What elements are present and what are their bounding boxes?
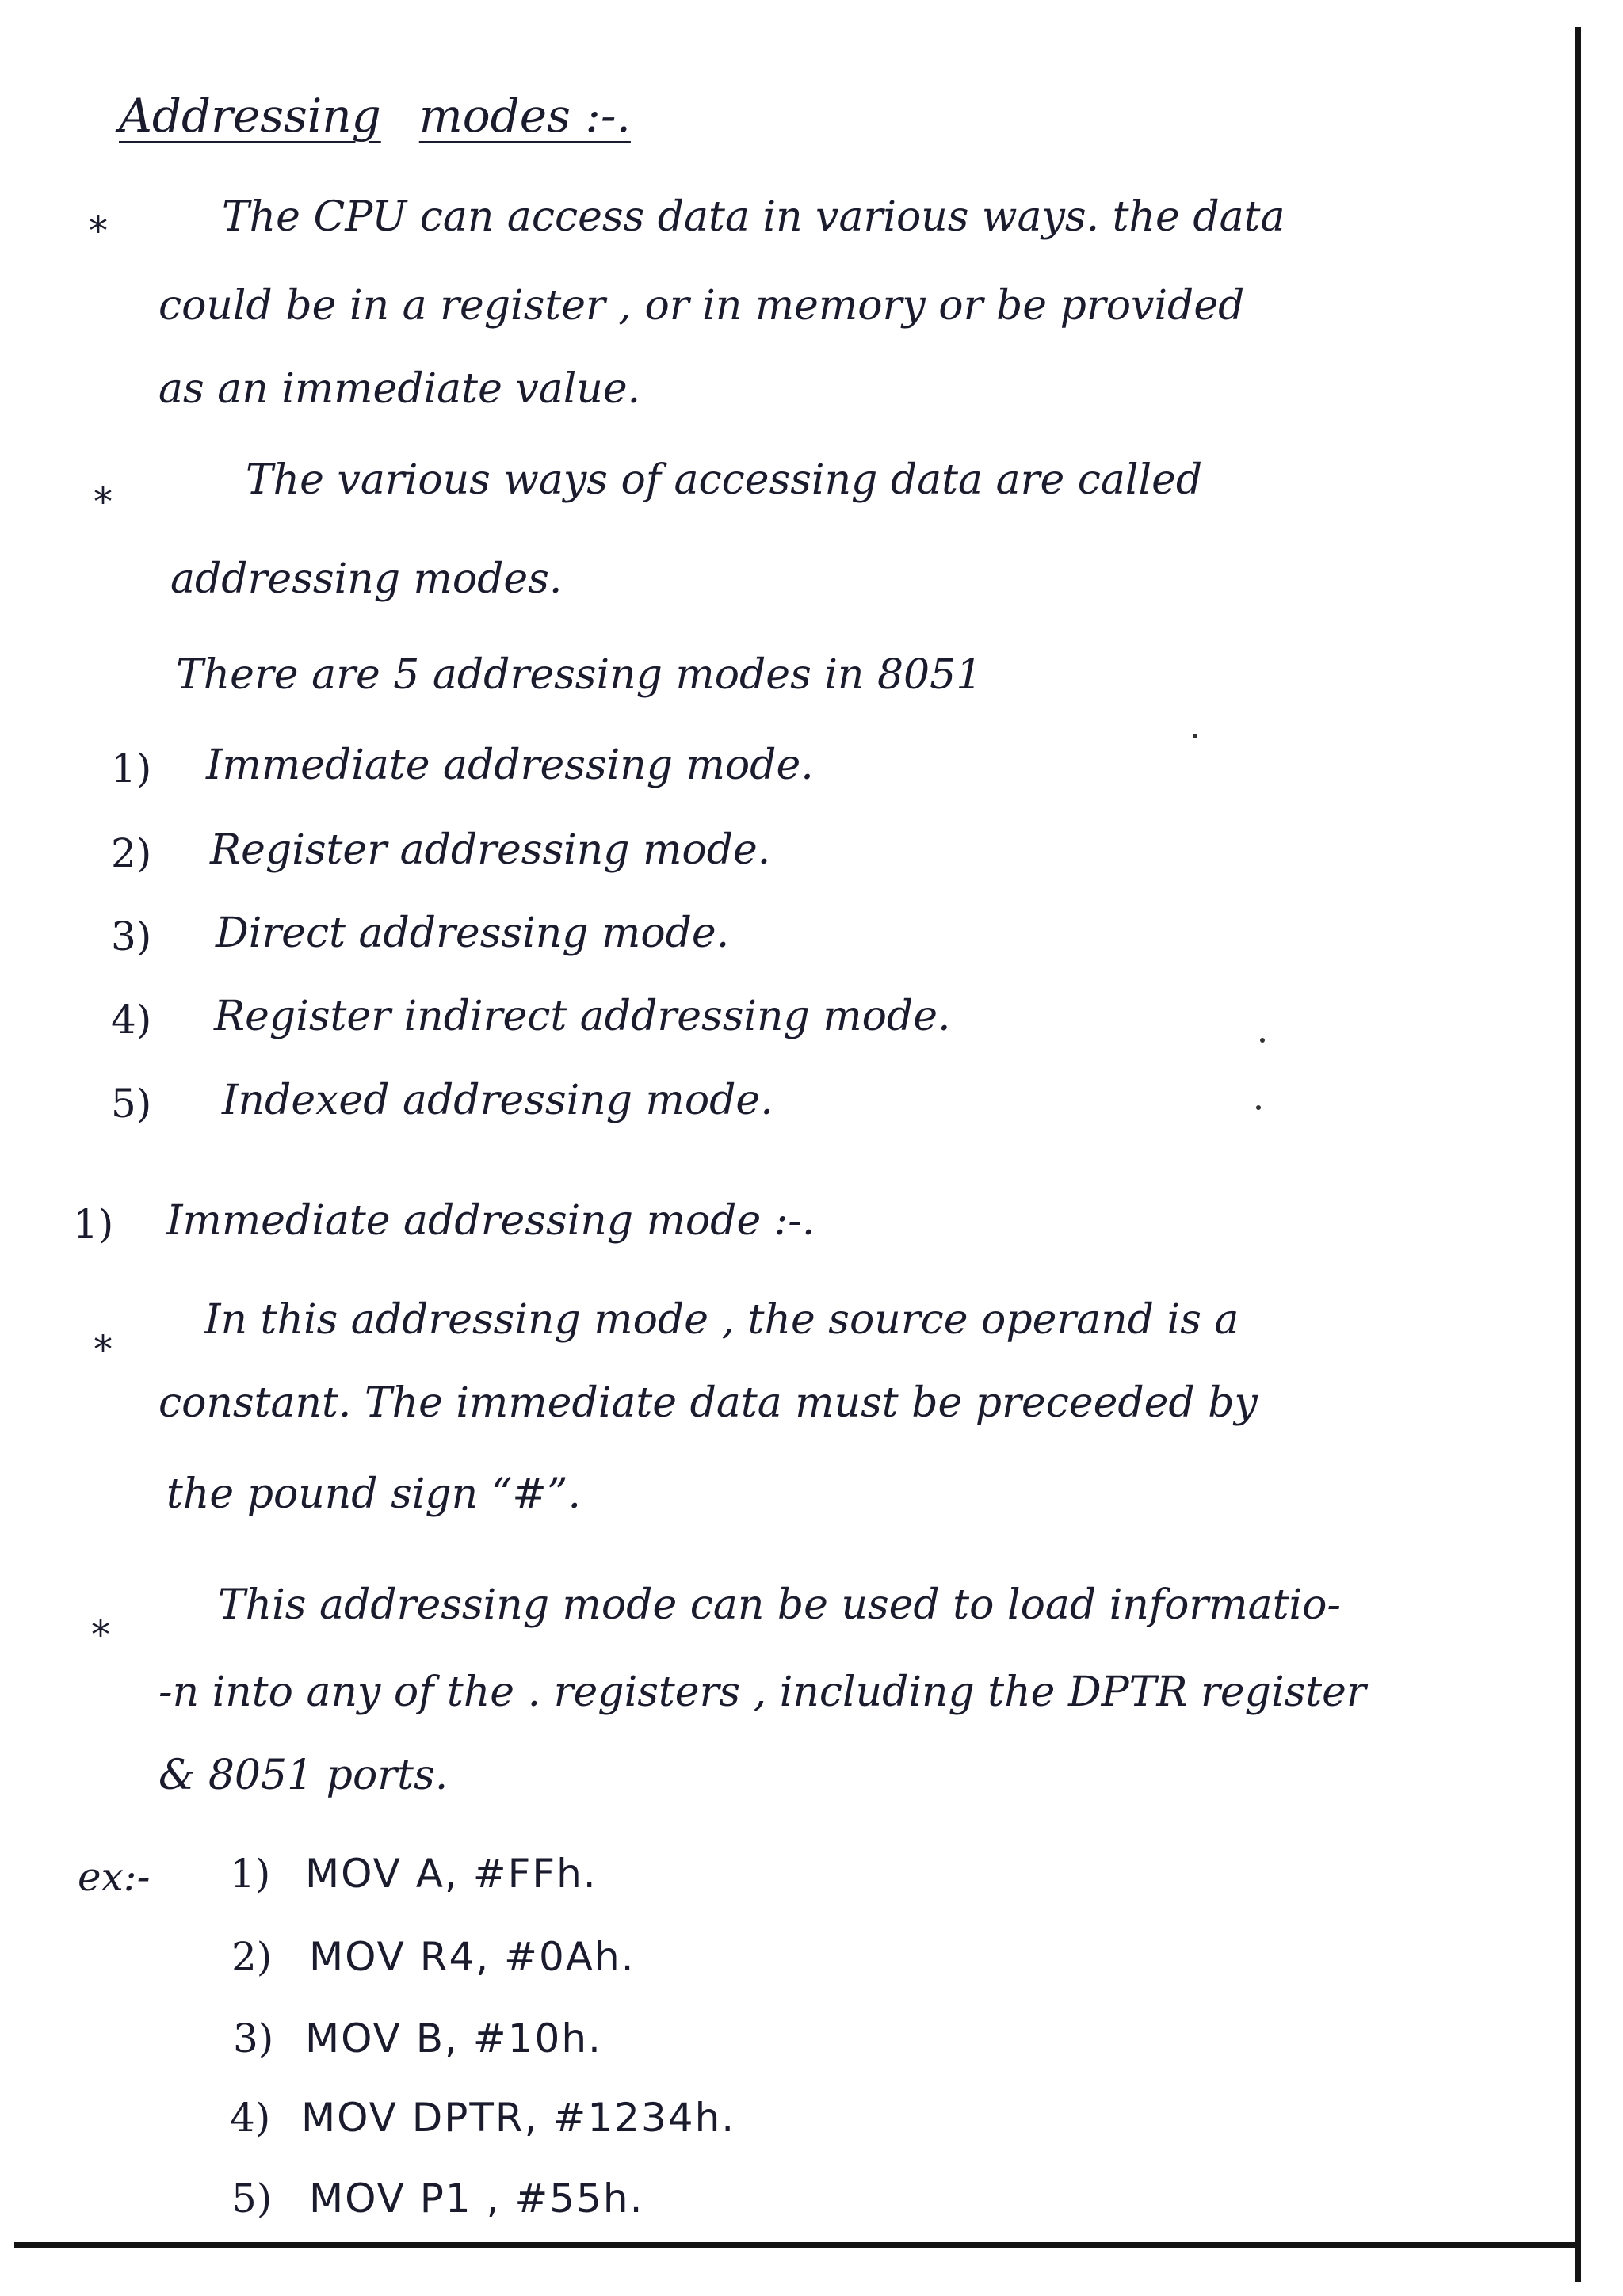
mode-4-num: 4) [111,997,152,1043]
example-4-num: 4) [230,2095,271,2141]
example-1-num: 1) [230,1851,271,1897]
section1-para2-line1: This addressing mode can be used to load informatio- [218,1581,1341,1629]
intro-para1-line3: as an immediate value. [158,365,641,413]
bullet-star-icon: * [94,480,113,524]
intro-para2-line1: The various ways of accessing data are called [246,456,1203,504]
mode-5-num: 5) [111,1081,152,1127]
section1-num: 1) [73,1201,114,1247]
example-2-code: MOV R4, #0Ah. [309,1934,636,1980]
page-title [119,89,631,143]
example-1-code: MOV A, #FFh. [305,1851,598,1897]
title-word-2: modes :-. [418,89,631,143]
paper-speck [1260,1038,1265,1043]
mode-3-label: Direct addressing mode. [216,910,730,957]
example-5-num: 5) [231,2176,273,2222]
bullet-star-icon: * [91,1613,110,1657]
mode-5-label: Indexed addressing mode. [222,1077,773,1124]
intro-para2-line2: addressing modes. [170,555,563,603]
modes-count-line: There are 5 addressing modes in 8051 [176,651,983,699]
intro-para1-line2: could be in a register , or in memory or be provided [158,282,1245,330]
section1-para2-line3: & 8051 ports. [158,1752,449,1799]
section1-para1-line1: In this addressing mode , the source operand is a [204,1296,1239,1344]
mode-2-label: Register addressing mode. [210,826,771,874]
mode-1-num: 1) [111,746,152,791]
paper-speck [1193,734,1197,738]
mode-2-num: 2) [111,830,152,876]
paper-speck [1256,1105,1261,1110]
example-3-num: 3) [233,2016,274,2061]
bullet-star-icon: * [94,1328,113,1372]
section1-heading: Immediate addressing mode :-. [166,1197,815,1245]
section1-para1-line2: constant. The immediate data must be preceeded by [158,1379,1258,1427]
example-5-code: MOV P1 , #55h. [309,2176,644,2222]
examples-label: ex:- [78,1854,151,1900]
example-3-code: MOV B, #10h. [305,2016,602,2061]
mode-1-label: Immediate addressing mode. [206,742,814,789]
section1-para2-line2: -n into any of the . registers , including the DPTR register [158,1669,1366,1716]
example-2-num: 2) [231,1934,273,1980]
intro-para1-line1: The CPU can access data in various ways. the data [222,193,1285,241]
section1-para1-line3: the pound sign “#”. [166,1470,581,1518]
bullet-star-icon: * [89,209,108,254]
mode-3-num: 3) [111,913,152,959]
mode-4-label: Register indirect addressing mode. [214,993,951,1040]
page-border-bottom [14,2242,1581,2248]
page-border-right [1575,27,1581,2282]
example-4-code: MOV DPTR, #1234h. [301,2095,736,2141]
title-word-1: Addressing [119,89,381,143]
